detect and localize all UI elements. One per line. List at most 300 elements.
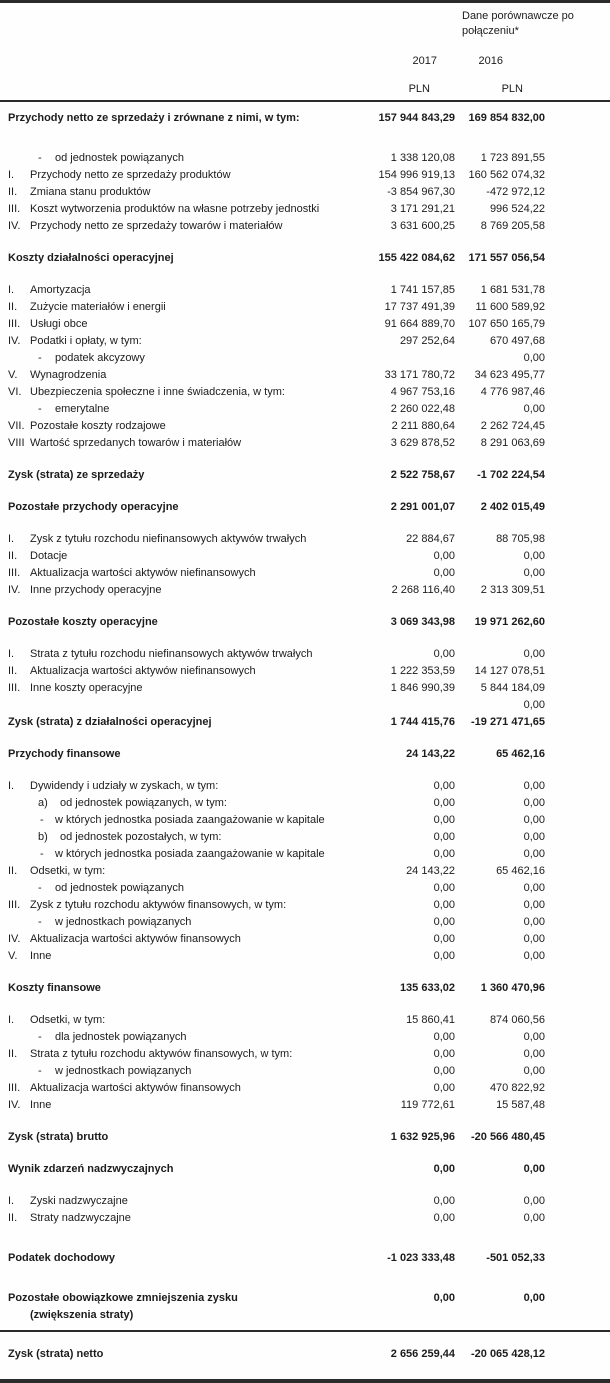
value-2016: 0,00	[523, 648, 545, 660]
row-label: Dotacje	[30, 550, 68, 562]
row-prefix: IV.	[8, 933, 21, 945]
row-label: w jednostkach powiązanych	[55, 1065, 192, 1077]
row-label: Inne	[30, 950, 52, 962]
value-2017: 0,00	[433, 1292, 455, 1304]
value-2016: 0,00	[523, 933, 545, 945]
value-2016: 107 650 165,79	[468, 318, 545, 330]
row-label-line	[8, 218, 340, 235]
row-label: Zużycie materiałów i energii	[30, 301, 166, 313]
value-2016: 874 060,56	[489, 1014, 545, 1026]
row-label-cell	[8, 931, 340, 948]
row-label-line	[8, 1290, 340, 1307]
value-2017: 154 996 919,13	[378, 169, 455, 181]
value-2016: 0,00	[523, 950, 545, 962]
row-prefix: II.	[8, 665, 18, 677]
row-label-cell	[8, 333, 340, 350]
value-2016: 0,00	[523, 403, 545, 415]
table-row	[0, 499, 610, 516]
row-label-line	[8, 565, 340, 582]
row-label-cell	[8, 367, 340, 384]
table-row	[0, 250, 610, 267]
row-prefix: -	[40, 814, 44, 826]
row-label: Amortyzacja	[30, 284, 91, 296]
row-label-line	[8, 299, 340, 316]
row-label-line2: (zwiększenia straty)	[30, 1309, 134, 1321]
row-label: Podatki i opłaty, w tym:	[30, 335, 142, 347]
row-label-line	[8, 1129, 340, 1146]
table-row	[0, 184, 610, 201]
table-row	[0, 829, 610, 846]
value-2016: 15 587,48	[496, 1099, 545, 1111]
row-label: Straty nadzwyczajne	[30, 1212, 131, 1224]
row-label-line	[8, 897, 340, 914]
row-label-cell	[8, 880, 340, 897]
row-label-cell	[8, 863, 340, 880]
row-label-line	[8, 250, 340, 267]
row-prefix: IV.	[8, 335, 21, 347]
table-row	[0, 282, 610, 299]
row-label: Zysk (strata) brutto	[8, 1131, 109, 1143]
table-row	[0, 201, 610, 218]
value-2016: 171 557 056,54	[468, 252, 545, 264]
value-2016: 8 291 063,69	[480, 437, 545, 449]
table-row	[0, 714, 610, 731]
row-prefix: IV.	[8, 584, 21, 596]
row-label-line	[8, 367, 340, 384]
row-label: Zmiana stanu produktów	[30, 186, 151, 198]
table-row	[0, 467, 610, 484]
row-label-line	[8, 680, 340, 697]
row-label-line	[8, 1346, 340, 1363]
table-row	[0, 1046, 610, 1063]
row-label: Strata z tytułu rozchodu aktywów finansowych, w tym:	[30, 1048, 293, 1060]
table-row	[0, 980, 610, 997]
value-2016: 0,00	[523, 814, 545, 826]
table-row	[0, 1097, 610, 1114]
value-2017: -1 023 333,48	[387, 1252, 455, 1264]
row-label: w których jednostka posiada zaangażowanie w kapitale	[55, 848, 325, 860]
value-2016: 0,00	[523, 1163, 545, 1175]
value-2017: 0,00	[433, 567, 455, 579]
value-2016: 160 562 074,32	[468, 169, 545, 181]
row-label-cell	[8, 1250, 340, 1267]
row-label-line	[8, 316, 340, 333]
row-label-line	[8, 1029, 340, 1046]
row-label: w jednostkach powiązanych	[55, 916, 192, 928]
row-label-cell	[8, 384, 340, 401]
row-label-line	[8, 914, 340, 931]
row-prefix: II.	[8, 550, 18, 562]
row-label-line	[8, 746, 340, 763]
row-prefix: I.	[8, 1195, 15, 1207]
row-prefix: -	[38, 403, 42, 415]
table-row	[0, 880, 610, 897]
value-2016: 34 623 495,77	[474, 369, 545, 381]
row-label-line	[8, 1250, 340, 1267]
table-row	[0, 435, 610, 452]
table-row	[0, 914, 610, 931]
value-2016: -501 052,33	[486, 1252, 545, 1264]
row-label: od jednostek powiązanych	[55, 882, 185, 894]
row-prefix: VIII	[8, 437, 25, 449]
row-label-line	[8, 880, 340, 897]
row-label-cell	[8, 184, 340, 201]
value-2017: 297 252,64	[399, 335, 455, 347]
value-2016: 65 462,16	[496, 748, 545, 760]
value-2017: 2 291 001,07	[390, 501, 455, 513]
row-label-line	[8, 863, 340, 880]
value-2017: 17 737 491,39	[384, 301, 455, 313]
value-2017: 24 143,22	[406, 865, 455, 877]
value-2017: 1 222 353,59	[390, 665, 455, 677]
row-prefix: I.	[8, 284, 15, 296]
row-label-cell	[8, 680, 340, 697]
row-label-cell	[8, 110, 340, 127]
value-2016: 0,00	[523, 916, 545, 928]
row-label: Aktualizacja wartości aktywów niefinansowych	[30, 665, 256, 677]
value-2016: 0,00	[523, 797, 545, 809]
table-row	[0, 350, 610, 367]
row-label-line	[8, 499, 340, 516]
row-label-line	[8, 829, 340, 846]
value-2016: 0,00	[523, 550, 545, 562]
table-row	[0, 680, 610, 697]
value-2016: -20 566 480,45	[470, 1131, 545, 1143]
row-label-cell	[8, 812, 340, 829]
row-label-line	[8, 435, 340, 452]
row-label-cell	[8, 1046, 340, 1063]
value-2017: 1 846 990,39	[390, 682, 455, 694]
row-label: Pozostałe przychody operacyjne	[8, 501, 179, 513]
row-label-line	[8, 795, 340, 812]
row-prefix: II.	[8, 1048, 18, 1060]
row-label-cell	[8, 316, 340, 333]
value-2017: 0,00	[433, 1031, 455, 1043]
row-label: Wynagrodzenia	[30, 369, 107, 381]
row-label-cell	[8, 897, 340, 914]
row-label-line	[8, 846, 340, 863]
value-2016: 0,00	[523, 1031, 545, 1043]
row-label-cell	[8, 778, 340, 795]
value-2017: 157 944 843,29	[378, 112, 455, 124]
row-prefix: I.	[8, 533, 15, 545]
row-label: Zyski nadzwyczajne	[30, 1195, 128, 1207]
row-prefix: I.	[8, 648, 15, 660]
value-2017: 119 772,61	[400, 1099, 455, 1111]
row-prefix: -	[40, 848, 44, 860]
value-2017: 0,00	[433, 797, 455, 809]
row-prefix: -	[38, 916, 42, 928]
row-prefix: -	[38, 152, 42, 164]
value-2016: 2 262 724,45	[480, 420, 545, 432]
row-label-cell	[8, 1129, 340, 1146]
row-label-cell	[8, 499, 340, 516]
row-label-cell	[8, 829, 340, 846]
row-label-line	[8, 614, 340, 631]
value-2016: 0,00	[523, 882, 545, 894]
value-2017: 0,00	[433, 916, 455, 928]
row-label-cell	[8, 980, 340, 997]
row-label: Przychody netto ze sprzedaży towarów i materiałów	[30, 220, 283, 232]
row-label-cell	[8, 531, 340, 548]
statement-rows	[0, 102, 610, 1363]
row-label-cell	[8, 282, 340, 299]
row-prefix: IV.	[8, 1099, 21, 1111]
value-2016: 5 844 184,09	[480, 682, 545, 694]
value-2017: 15 860,41	[406, 1014, 455, 1026]
value-2017: 0,00	[433, 933, 455, 945]
value-2017: 3 069 343,98	[390, 616, 455, 628]
value-2016: -1 702 224,54	[477, 469, 545, 481]
value-2017: 0,00	[433, 950, 455, 962]
row-label: Strata z tytułu rozchodu niefinansowych aktywów trwałych	[30, 648, 313, 660]
row-label-line	[8, 150, 340, 167]
value-2017: 0,00	[433, 1195, 455, 1207]
row-label-line	[8, 1193, 340, 1210]
row-label-cell	[8, 565, 340, 582]
value-2017: 2 656 259,44	[390, 1348, 455, 1360]
row-label: Ubezpieczenia społeczne i inne świadczenia, w tym:	[30, 386, 285, 398]
value-2016: 0,00	[523, 1212, 545, 1224]
value-2017: 1 744 415,76	[390, 716, 455, 728]
row-label-line	[8, 812, 340, 829]
row-label-line	[8, 714, 340, 731]
value-2017: 0,00	[433, 1163, 455, 1175]
value-2016: 1 360 470,96	[480, 982, 545, 994]
row-label-line	[8, 948, 340, 965]
row-label: Pozostałe koszty operacyjne	[8, 616, 158, 628]
row-label-cell	[8, 218, 340, 235]
table-row	[0, 812, 610, 829]
table-row	[0, 1161, 610, 1178]
value-2016: 470 822,92	[489, 1082, 545, 1094]
table-row	[0, 582, 610, 599]
row-label: od jednostek pozostałych, w tym:	[60, 831, 222, 843]
value-2017: 0,00	[433, 1065, 455, 1077]
table-row	[0, 150, 610, 167]
row-label-line	[8, 184, 340, 201]
row-label: dla jednostek powiązanych	[55, 1031, 187, 1043]
value-2016: 0,00	[523, 899, 545, 911]
value-2017: 0,00	[433, 831, 455, 843]
row-label-cell	[8, 646, 340, 663]
table-row	[0, 614, 610, 631]
row-label-line	[8, 384, 340, 401]
value-2016: 0,00	[523, 567, 545, 579]
value-2016: 0,00	[523, 699, 545, 711]
row-label-cell	[8, 350, 340, 367]
table-row	[0, 1129, 610, 1146]
row-label-cell	[8, 401, 340, 418]
value-2016: 4 776 987,46	[480, 386, 545, 398]
row-label-cell	[8, 548, 340, 565]
row-prefix: -	[38, 1065, 42, 1077]
value-2016: 0,00	[523, 1292, 545, 1304]
row-label: Wartość sprzedanych towarów i materiałów	[30, 437, 242, 449]
row-prefix: V.	[8, 369, 18, 381]
row-label: Inne	[30, 1099, 52, 1111]
table-row	[0, 1210, 610, 1227]
row-label-line	[8, 582, 340, 599]
row-prefix: III.	[8, 203, 21, 215]
row-label: Zysk (strata) z działalności operacyjnej	[8, 716, 212, 728]
row-label-cell	[8, 663, 340, 680]
value-2016: 996 524,22	[489, 203, 545, 215]
row-prefix: III.	[8, 682, 21, 694]
row-label: Aktualizacja wartości aktywów finansowych	[30, 1082, 241, 1094]
row-prefix: -	[38, 882, 42, 894]
table-row	[0, 697, 610, 714]
row-prefix: III.	[8, 899, 21, 911]
row-label: Przychody finansowe	[8, 748, 121, 760]
row-label-cell	[8, 299, 340, 316]
table-row	[0, 746, 610, 763]
row-label: Aktualizacja wartości aktywów niefinansowych	[30, 567, 256, 579]
table-row	[0, 167, 610, 184]
row-label-cell	[8, 948, 340, 965]
row-prefix: -	[38, 352, 42, 364]
value-2017: -3 854 967,30	[387, 186, 455, 198]
table-row	[0, 384, 610, 401]
table-row	[0, 948, 610, 965]
row-label-line	[8, 401, 340, 418]
row-label: Odsetki, w tym:	[30, 1014, 106, 1026]
value-2017: 0,00	[433, 882, 455, 894]
value-2017: 3 171 291,21	[390, 203, 455, 215]
value-2017: 2 260 022,48	[390, 403, 455, 415]
row-label-cell	[8, 418, 340, 435]
value-2016: 0,00	[523, 1065, 545, 1077]
value-2017: 0,00	[433, 1212, 455, 1224]
row-label-cell	[8, 1097, 340, 1114]
table-row	[0, 418, 610, 435]
row-prefix: I.	[8, 780, 15, 792]
row-prefix: II.	[8, 301, 18, 313]
column-currency-2017: PLN	[408, 83, 430, 95]
value-2016: 670 497,68	[489, 335, 545, 347]
row-label-line	[8, 1046, 340, 1063]
value-2016: 0,00	[523, 831, 545, 843]
row-prefix: a)	[38, 797, 48, 809]
row-label: Inne przychody operacyjne	[30, 584, 162, 596]
row-label-line	[8, 110, 340, 127]
value-2017: 22 884,67	[406, 533, 455, 545]
value-2017: 1 741 157,85	[390, 284, 455, 296]
value-2016: 169 854 832,00	[468, 112, 545, 124]
row-label-line	[8, 1012, 340, 1029]
table-row	[0, 1346, 610, 1363]
row-label-line	[8, 1210, 340, 1227]
row-prefix: II.	[8, 186, 18, 198]
row-label-line	[8, 980, 340, 997]
row-prefix: VII.	[8, 420, 25, 432]
row-label: Zysk z tytułu rozchodu niefinansowych aktywów trwałych	[30, 533, 307, 545]
table-row	[0, 333, 610, 350]
row-label-cell	[8, 1080, 340, 1097]
value-2017: 135 633,02	[399, 982, 455, 994]
row-prefix: II.	[8, 865, 18, 877]
row-label: Aktualizacja wartości aktywów finansowych	[30, 933, 241, 945]
row-label: Zysk z tytułu rozchodu aktywów finansowych, w tym:	[30, 899, 287, 911]
row-label-cell	[8, 1193, 340, 1210]
row-label-line	[8, 467, 340, 484]
value-2016: -20 065 428,12	[470, 1348, 545, 1360]
row-label-cell	[8, 582, 340, 599]
row-label-cell	[8, 1346, 340, 1363]
value-2017: 91 664 889,70	[384, 318, 455, 330]
row-prefix: -	[38, 1031, 42, 1043]
value-2017: 0,00	[433, 848, 455, 860]
row-label: emerytalne	[55, 403, 110, 415]
row-label-line	[8, 778, 340, 795]
row-label-line	[8, 201, 340, 218]
table-row	[0, 1012, 610, 1029]
row-label-cell	[8, 914, 340, 931]
table-row	[0, 367, 610, 384]
row-prefix: III.	[8, 1082, 21, 1094]
row-label: Zysk (strata) netto	[8, 1348, 104, 1360]
table-row	[0, 1029, 610, 1046]
value-2017: 2 522 758,67	[390, 469, 455, 481]
table-row	[0, 299, 610, 316]
value-2016: 14 127 078,51	[474, 665, 545, 677]
table-row	[0, 110, 610, 127]
row-label-cell	[8, 746, 340, 763]
table-row	[0, 1063, 610, 1080]
table-row	[0, 548, 610, 565]
row-label-cell	[8, 846, 340, 863]
value-2016: 0,00	[523, 780, 545, 792]
value-2016: 1 681 531,78	[480, 284, 545, 296]
table-row	[0, 401, 610, 418]
row-label-cell	[8, 150, 340, 167]
value-2017: 2 211 880,64	[391, 420, 455, 432]
row-label-cell	[8, 1210, 340, 1227]
table-row	[0, 316, 610, 333]
value-2017: 0,00	[433, 780, 455, 792]
row-prefix: IV.	[8, 220, 21, 232]
value-2017: 3 631 600,25	[390, 220, 455, 232]
table-row	[0, 218, 610, 235]
value-2017: 0,00	[433, 1048, 455, 1060]
value-2017: 24 143,22	[406, 748, 455, 760]
value-2016: 2 402 015,49	[480, 501, 545, 513]
row-label-line	[8, 167, 340, 184]
table-row	[0, 931, 610, 948]
row-label: Wynik zdarzeń nadzwyczajnych	[8, 1163, 174, 1175]
table-row	[0, 795, 610, 812]
row-prefix: II.	[8, 1212, 18, 1224]
row-label: Koszty finansowe	[8, 982, 101, 994]
comparative-note: Dane porównawcze po połączeniu*	[462, 10, 574, 37]
row-label: Podatek dochodowy	[8, 1252, 115, 1264]
table-row	[0, 1290, 610, 1332]
table-row	[0, 1250, 610, 1267]
row-label: Odsetki, w tym:	[30, 865, 106, 877]
value-2017: 1 632 925,96	[390, 1131, 455, 1143]
row-label: Usługi obce	[30, 318, 88, 330]
row-label: od jednostek powiązanych	[55, 152, 185, 164]
row-label: Zysk (strata) ze sprzedaży	[8, 469, 145, 481]
value-2017: 0,00	[433, 648, 455, 660]
table-row	[0, 1193, 610, 1210]
value-2017: 155 422 084,62	[378, 252, 455, 264]
table-row	[0, 897, 610, 914]
value-2017: 2 268 116,40	[391, 584, 455, 596]
row-prefix: III.	[8, 567, 21, 579]
row-prefix: b)	[38, 831, 48, 843]
table-row	[0, 663, 610, 680]
